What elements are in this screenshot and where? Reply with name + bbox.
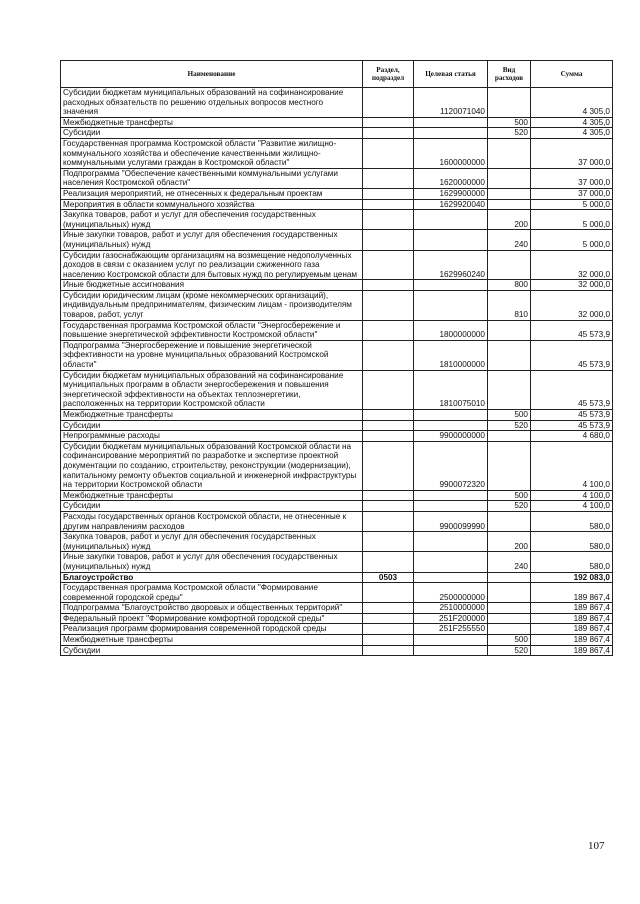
row-name-cell: Государственная программа Костромской области "Формирование современной городской среды" xyxy=(61,583,363,603)
row-sum-cell: 5 000,0 xyxy=(531,230,613,250)
row-sum-cell: 4 305,0 xyxy=(531,128,613,139)
row-name-cell: Подпрограмма "Благоустройство дворовых и общественных территорий" xyxy=(61,603,363,614)
row-name-cell: Межбюджетные трансферты xyxy=(61,490,363,501)
table-row xyxy=(61,210,613,230)
row-section-cell xyxy=(363,370,414,409)
row-type-cell: 500 xyxy=(488,117,531,128)
row-type-cell xyxy=(488,441,531,490)
row-section-cell xyxy=(363,511,414,531)
table-row xyxy=(61,532,613,552)
row-type-cell: 520 xyxy=(488,645,531,656)
row-target-cell: 1600000000 xyxy=(414,138,488,168)
row-section-cell xyxy=(363,613,414,624)
row-target-cell xyxy=(414,420,488,431)
row-target-cell xyxy=(414,280,488,291)
row-name-cell: Закупка товаров, работ и услуг для обеспечения государственных (муниципальных) нужд xyxy=(61,532,363,552)
row-section-cell xyxy=(363,280,414,291)
table-row xyxy=(61,250,613,280)
row-target-cell xyxy=(414,635,488,646)
row-section-cell xyxy=(363,88,414,118)
row-section-cell xyxy=(363,552,414,572)
row-target-cell: 2510000000 xyxy=(414,603,488,614)
row-sum-cell: 189 867,4 xyxy=(531,645,613,656)
row-section-cell xyxy=(363,168,414,188)
row-section-cell xyxy=(363,645,414,656)
row-target-cell: 1629900000 xyxy=(414,188,488,199)
row-name-cell: Иные закупки товаров, работ и услуг для обеспечения государственных (муниципальных) нужд xyxy=(61,552,363,572)
table-row xyxy=(61,420,613,431)
row-sum-cell: 5 000,0 xyxy=(531,210,613,230)
row-sum-cell: 4 100,0 xyxy=(531,490,613,501)
row-sum-cell: 189 867,4 xyxy=(531,613,613,624)
row-type-cell xyxy=(488,340,531,370)
row-type-cell: 200 xyxy=(488,532,531,552)
row-type-cell: 520 xyxy=(488,128,531,139)
table-row xyxy=(61,320,613,340)
row-section-cell xyxy=(363,128,414,139)
row-section-cell xyxy=(363,441,414,490)
row-name-cell: Подпрограмма "Обеспечение качественными коммунальными услугами населения Костромской области" xyxy=(61,168,363,188)
row-type-cell xyxy=(488,624,531,635)
row-sum-cell: 45 573,9 xyxy=(531,410,613,421)
row-type-cell xyxy=(488,583,531,603)
row-sum-cell: 192 083,0 xyxy=(531,572,613,583)
row-name-cell: Реализация программ формирования современной городской среды xyxy=(61,624,363,635)
row-sum-cell: 4 305,0 xyxy=(531,88,613,118)
row-target-cell xyxy=(414,117,488,128)
budget-table xyxy=(60,60,613,656)
table-row xyxy=(61,431,613,442)
row-sum-cell: 45 573,9 xyxy=(531,340,613,370)
header-name: Наименование xyxy=(61,61,363,88)
row-name-cell: Подпрограмма "Энергосбережение и повышение энергетической эффективности на уровне муниципальных образований Костромской области" xyxy=(61,340,363,370)
row-section-cell xyxy=(363,290,414,320)
row-type-cell: 500 xyxy=(488,410,531,421)
row-type-cell: 520 xyxy=(488,501,531,512)
page-number: 107 xyxy=(588,840,605,852)
row-name-cell: Иные бюджетные ассигнования xyxy=(61,280,363,291)
row-sum-cell: 37 000,0 xyxy=(531,138,613,168)
row-name-cell: Благоустройство xyxy=(61,572,363,583)
row-type-cell xyxy=(488,320,531,340)
row-sum-cell: 32 000,0 xyxy=(531,280,613,291)
row-target-cell: 251F200000 xyxy=(414,613,488,624)
table-row xyxy=(61,117,613,128)
row-sum-cell: 4 680,0 xyxy=(531,431,613,442)
table-row xyxy=(61,613,613,624)
header-target: Целевая статья xyxy=(414,61,488,88)
row-type-cell xyxy=(488,199,531,210)
row-target-cell: 1810075010 xyxy=(414,370,488,409)
row-section-cell xyxy=(363,635,414,646)
row-name-cell: Мероприятия в области коммунального хозяйства xyxy=(61,199,363,210)
table-row xyxy=(61,280,613,291)
row-type-cell: 200 xyxy=(488,210,531,230)
row-target-cell: 9900099990 xyxy=(414,511,488,531)
table-row xyxy=(61,199,613,210)
row-section-cell xyxy=(363,490,414,501)
table-row xyxy=(61,490,613,501)
row-sum-cell: 580,0 xyxy=(531,511,613,531)
row-section-cell: 0503 xyxy=(363,572,414,583)
row-name-cell: Субсидии xyxy=(61,501,363,512)
row-sum-cell: 189 867,4 xyxy=(531,603,613,614)
row-target-cell: 1629960240 xyxy=(414,250,488,280)
table-row xyxy=(61,168,613,188)
row-name-cell: Субсидии бюджетам муниципальных образований на софинансирование муниципальных программ в области энергосбережения и повышения энергетической эффективности на объектах теплоэнергетики, расположенных на территории Костромской области xyxy=(61,370,363,409)
row-name-cell: Субсидии бюджетам муниципальных образований Костромской области на софинансирование мероприятий по разработке и экспертизе проектной документации по созданию, строительству, реконструкции (модернизации), капитальному ремонту объектов социальной и инженерной инфраструктуры на территории Костромской области xyxy=(61,441,363,490)
row-section-cell xyxy=(363,230,414,250)
row-section-cell xyxy=(363,501,414,512)
row-target-cell: 9900072320 xyxy=(414,441,488,490)
row-section-cell xyxy=(363,410,414,421)
row-type-cell: 500 xyxy=(488,635,531,646)
row-target-cell: 1800000000 xyxy=(414,320,488,340)
row-type-cell xyxy=(488,138,531,168)
table-row xyxy=(61,290,613,320)
row-target-cell xyxy=(414,210,488,230)
row-name-cell: Федеральный проект "Формирование комфортной городской среды" xyxy=(61,613,363,624)
row-target-cell: 1810000000 xyxy=(414,340,488,370)
row-name-cell: Субсидии газоснабжающим организациям на возмещение недополученных доходов в связи с оказанием услуг по реализации сжиженного газа населению Костромской области для бытовых нужд по регулируемым ценам xyxy=(61,250,363,280)
row-type-cell: 800 xyxy=(488,280,531,291)
row-section-cell xyxy=(363,320,414,340)
row-type-cell xyxy=(488,603,531,614)
row-target-cell xyxy=(414,490,488,501)
row-sum-cell: 32 000,0 xyxy=(531,250,613,280)
table-row xyxy=(61,138,613,168)
row-name-cell: Реализация мероприятий, не отнесенных к федеральным проектам xyxy=(61,188,363,199)
row-type-cell: 240 xyxy=(488,552,531,572)
row-sum-cell: 45 573,9 xyxy=(531,320,613,340)
row-type-cell xyxy=(488,431,531,442)
table-row xyxy=(61,230,613,250)
row-sum-cell: 4 100,0 xyxy=(531,501,613,512)
row-sum-cell: 189 867,4 xyxy=(531,624,613,635)
row-sum-cell: 5 000,0 xyxy=(531,199,613,210)
table-row xyxy=(61,410,613,421)
row-target-cell: 2500000000 xyxy=(414,583,488,603)
table-row xyxy=(61,128,613,139)
row-target-cell xyxy=(414,230,488,250)
row-target-cell: 9900000000 xyxy=(414,431,488,442)
row-name-cell: Расходы государственных органов Костромской области, не отнесенные к другим направлениям расходов xyxy=(61,511,363,531)
row-type-cell xyxy=(488,370,531,409)
row-name-cell: Субсидии xyxy=(61,128,363,139)
row-type-cell xyxy=(488,88,531,118)
header-sum: Сумма xyxy=(531,61,613,88)
row-section-cell xyxy=(363,138,414,168)
row-name-cell: Государственная программа Костромской области "Энергосбережение и повышение энергетической эффективности Костромской области" xyxy=(61,320,363,340)
row-target-cell xyxy=(414,572,488,583)
row-sum-cell: 4 100,0 xyxy=(531,441,613,490)
row-name-cell: Непрограммные расходы xyxy=(61,431,363,442)
table-row xyxy=(61,603,613,614)
table-row xyxy=(61,645,613,656)
table-row xyxy=(61,572,613,583)
row-sum-cell: 189 867,4 xyxy=(531,583,613,603)
row-sum-cell: 37 000,0 xyxy=(531,188,613,199)
table-header xyxy=(61,61,613,88)
row-target-cell: 1620000000 xyxy=(414,168,488,188)
table-row xyxy=(61,441,613,490)
row-target-cell xyxy=(414,501,488,512)
table-row xyxy=(61,501,613,512)
row-sum-cell: 580,0 xyxy=(531,552,613,572)
row-section-cell xyxy=(363,340,414,370)
row-section-cell xyxy=(363,188,414,199)
row-section-cell xyxy=(363,199,414,210)
row-sum-cell: 580,0 xyxy=(531,532,613,552)
row-name-cell: Субсидии xyxy=(61,420,363,431)
header-type: Вид расходов xyxy=(488,61,531,88)
row-section-cell xyxy=(363,117,414,128)
row-name-cell: Межбюджетные трансферты xyxy=(61,635,363,646)
row-target-cell: 1629920040 xyxy=(414,199,488,210)
table-row xyxy=(61,635,613,646)
table-body xyxy=(61,88,613,656)
row-sum-cell: 4 305,0 xyxy=(531,117,613,128)
row-name-cell: Государственная программа Костромской области "Развитие жилищно-коммунального хозяйства и обеспечение качественными жилищно-коммунальными услугами граждан в Костромской области" xyxy=(61,138,363,168)
header-section: Раздел, подраздел xyxy=(363,61,414,88)
row-sum-cell: 189 867,4 xyxy=(531,635,613,646)
row-section-cell xyxy=(363,532,414,552)
row-name-cell: Субсидии бюджетам муниципальных образований на софинансирование расходных обязательств по решению отдельных вопросов местного значения xyxy=(61,88,363,118)
row-target-cell xyxy=(414,532,488,552)
row-section-cell xyxy=(363,420,414,431)
row-section-cell xyxy=(363,624,414,635)
table-row xyxy=(61,583,613,603)
row-name-cell: Закупка товаров, работ и услуг для обеспечения государственных (муниципальных) нужд xyxy=(61,210,363,230)
table-row xyxy=(61,552,613,572)
table-row xyxy=(61,511,613,531)
row-type-cell: 520 xyxy=(488,420,531,431)
row-target-cell: 1120071040 xyxy=(414,88,488,118)
row-type-cell xyxy=(488,511,531,531)
row-name-cell: Межбюджетные трансферты xyxy=(61,117,363,128)
row-section-cell xyxy=(363,603,414,614)
row-name-cell: Субсидии юридическим лицам (кроме некоммерческих организаций), индивидуальным предпринимателям, физическим лицам - производителям товаров, работ, услуг xyxy=(61,290,363,320)
row-name-cell: Иные закупки товаров, работ и услуг для обеспечения государственных (муниципальных) нужд xyxy=(61,230,363,250)
row-type-cell xyxy=(488,168,531,188)
row-name-cell: Межбюджетные трансферты xyxy=(61,410,363,421)
row-section-cell xyxy=(363,431,414,442)
table-row xyxy=(61,624,613,635)
row-target-cell xyxy=(414,645,488,656)
row-section-cell xyxy=(363,250,414,280)
row-target-cell xyxy=(414,410,488,421)
row-target-cell: 251F255550 xyxy=(414,624,488,635)
row-section-cell xyxy=(363,210,414,230)
row-type-cell xyxy=(488,572,531,583)
row-type-cell xyxy=(488,613,531,624)
row-type-cell xyxy=(488,250,531,280)
row-target-cell xyxy=(414,552,488,572)
row-type-cell: 240 xyxy=(488,230,531,250)
row-sum-cell: 45 573,9 xyxy=(531,420,613,431)
row-sum-cell: 32 000,0 xyxy=(531,290,613,320)
table-row xyxy=(61,340,613,370)
table-row xyxy=(61,188,613,199)
row-sum-cell: 37 000,0 xyxy=(531,168,613,188)
row-type-cell xyxy=(488,188,531,199)
row-target-cell xyxy=(414,290,488,320)
row-name-cell: Субсидии xyxy=(61,645,363,656)
row-type-cell: 500 xyxy=(488,490,531,501)
row-target-cell xyxy=(414,128,488,139)
table-row xyxy=(61,370,613,409)
row-type-cell: 810 xyxy=(488,290,531,320)
row-section-cell xyxy=(363,583,414,603)
table-row xyxy=(61,88,613,118)
row-sum-cell: 45 573,9 xyxy=(531,370,613,409)
